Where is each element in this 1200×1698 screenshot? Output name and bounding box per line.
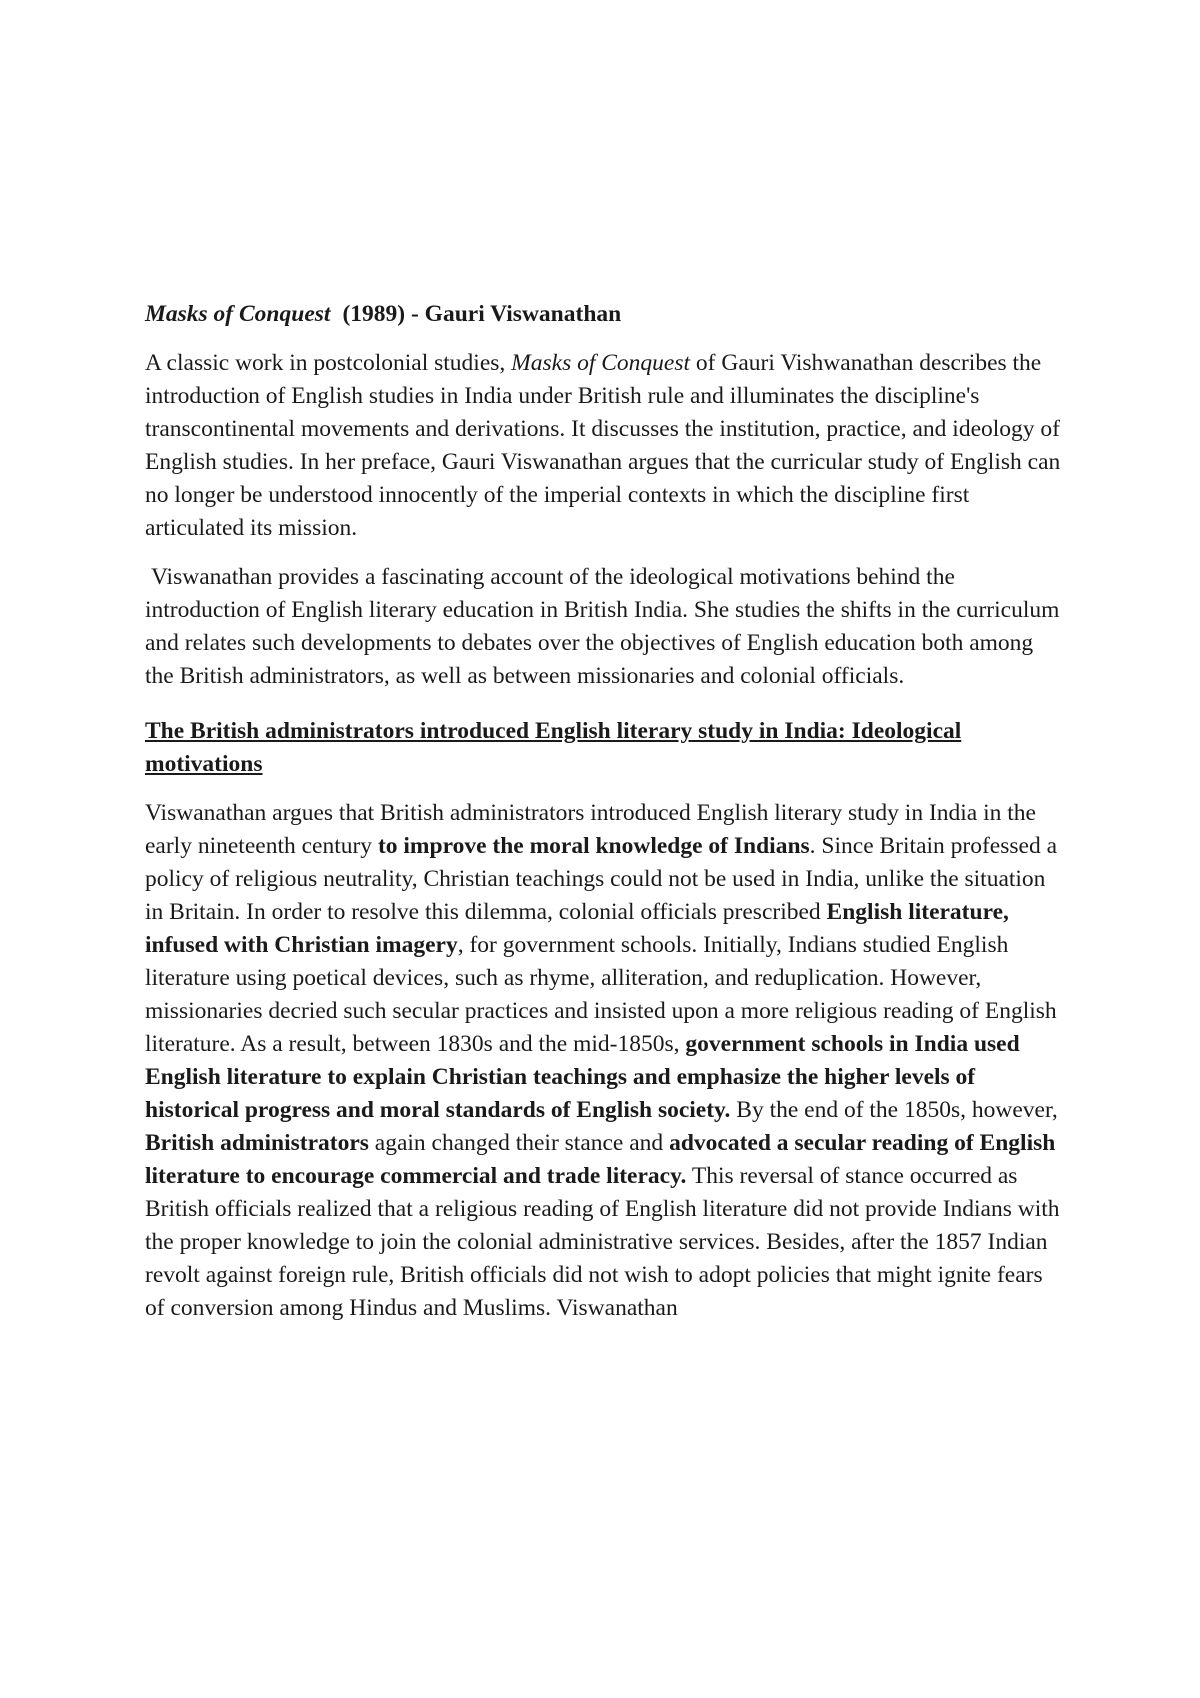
paragraph-argument-run: This reversal of stance occurred as British officials realized that a religious reading of English literature did not provide Indians with the proper knowledge to join the colonial administrative services. Besides, after the 1857 Indian revolt against foreign rule, British officials did not wish to adopt policies that might ignite fears of conversion among Hindus and Muslims. Viswanathan xyxy=(145,1163,1060,1321)
paragraph-intro-run-italic: Masks of Conquest xyxy=(511,350,691,376)
document-page xyxy=(145,298,1065,1341)
paragraph-argument xyxy=(145,797,1065,1325)
section-heading: The British administrators introduced English literary study in India: Ideological motivations xyxy=(145,718,962,777)
paragraph-argument-run: . Since Britain professed a policy of religious neutrality, Christian teachings could not be used in India, unlike the situation in Britain. In order to resolve this dilemma, colonial officials prescribed xyxy=(145,833,1058,925)
paragraph-intro-run: A classic work in postcolonial studies, xyxy=(145,350,512,376)
paragraph-argument-run-bold: government schools in India used English literature to explain Christian teachings and emphasize the higher levels of historical progress and moral standards of English society. xyxy=(145,1031,1020,1123)
paragraph-intro-run: of Gauri Vishwanathan describes the introduction of English studies in India under British rule and illuminates the discipline's transcontinental movements and derivations. It discusses the institution, practice, and ideology of English studies. In her preface, Gauri Viswanathan argues that the curricular study of English can no longer be understood innocently of the imperial contexts in which the discipline first articulated its mission. xyxy=(145,350,1061,541)
paragraph-argument-run: , for government schools. Initially, Indians studied English literature using poetical devices, such as rhyme, alliteration, and reduplication. However, missionaries decried such secular practices and insisted upon a more religious reading of English literature. As a result, between 1830s and the mid-1850s, xyxy=(145,932,1057,1057)
book-title: Masks of Conquest xyxy=(145,301,331,327)
document-title xyxy=(145,298,1065,331)
paragraph-account: Viswanathan provides a fascinating account of the ideological motivations behind the introduction of English literary education in British India. She studies the shifts in the curriculum and relates such developments to debates over the objectives of English education both among the British administrators, as well as between missionaries and colonial officials. xyxy=(145,564,1060,689)
title-author: (1989) - Gauri Viswanathan xyxy=(342,301,622,327)
paragraph-argument-run-bold: advocated a secular reading of English literature to encourage commercial and trade literacy. xyxy=(145,1130,1056,1189)
paragraph-argument-run: By the end of the 1850s, however, xyxy=(730,1097,1058,1123)
paragraph-argument-run-bold: to improve the moral knowledge of Indians xyxy=(377,833,810,859)
paragraph-argument-run-bold: English literature, infused with Christian imagery xyxy=(145,899,1009,958)
paragraph-argument-run: again changed their stance and xyxy=(368,1130,670,1156)
paragraph-argument-run-bold: British administrators xyxy=(145,1130,369,1156)
paragraph-argument-run: Viswanathan argues that British administrators introduced English literary study in India in the early nineteenth century xyxy=(145,800,1036,859)
paragraph-intro xyxy=(145,347,1065,545)
